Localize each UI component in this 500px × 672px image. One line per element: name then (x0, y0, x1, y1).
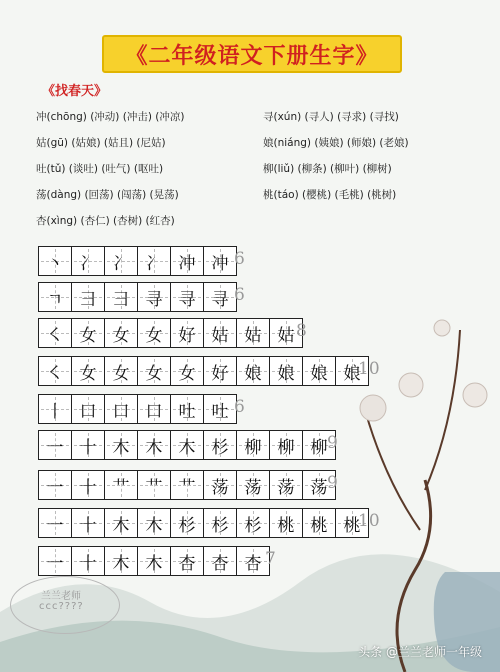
stroke-char: ㇛ (46, 325, 64, 346)
stroke-cell (137, 546, 171, 576)
stroke-cell (170, 282, 204, 312)
stroke-char: 桃 (343, 515, 361, 536)
vocab-line: 冲(chōng) (冲动) (冲击) (冲凉) (36, 111, 185, 123)
stroke-cell (236, 318, 270, 348)
stroke-count: 6 (234, 397, 245, 417)
stroke-row (38, 356, 368, 386)
stroke-char: 吐 (211, 401, 229, 422)
stroke-row (38, 394, 236, 424)
stroke-char: 荡 (277, 477, 295, 498)
stroke-char: 一 (46, 477, 64, 498)
stroke-char: 女 (79, 363, 97, 384)
stroke-cell (170, 508, 204, 538)
stroke-char: 冫 (112, 253, 130, 274)
stroke-char: 好 (178, 325, 196, 346)
stroke-cell (203, 318, 237, 348)
stroke-char: 一 (46, 553, 64, 574)
stroke-char: 荡 (244, 477, 262, 498)
stroke-cell (236, 508, 270, 538)
stroke-char: 杏 (244, 553, 262, 574)
stroke-cell (302, 356, 336, 386)
stroke-cell (71, 508, 105, 538)
stroke-cell (170, 318, 204, 348)
stroke-cell (71, 430, 105, 460)
stroke-cell (203, 508, 237, 538)
stroke-cell (170, 470, 204, 500)
stroke-row (38, 246, 236, 276)
stroke-cell (137, 394, 171, 424)
stroke-char: 冫 (145, 253, 163, 274)
stroke-char: 木 (112, 437, 130, 458)
stroke-char: 口 (145, 401, 163, 422)
stroke-cell (236, 356, 270, 386)
stroke-char: 杏 (211, 553, 229, 574)
stroke-char: 十 (79, 437, 97, 458)
stroke-cell (71, 318, 105, 348)
stroke-count: 6 (234, 249, 245, 269)
stroke-char: 十 (79, 477, 97, 498)
stroke-char: 艹 (178, 477, 196, 498)
stroke-count: 6 (234, 285, 245, 305)
stroke-char: 口 (79, 401, 97, 422)
stroke-char: 女 (178, 363, 196, 384)
stroke-char: 女 (145, 363, 163, 384)
stroke-char: 寻 (145, 289, 163, 310)
page-title: 《二年级语文下册生字》 (125, 43, 379, 69)
vocab-line: 柳(liǔ) (柳条) (柳叶) (柳树) (263, 163, 392, 175)
stroke-count: 10 (358, 359, 380, 379)
stroke-cell (71, 246, 105, 276)
stroke-row (38, 508, 368, 538)
stroke-cell (203, 546, 237, 576)
stroke-char: 十 (79, 553, 97, 574)
stroke-char: 口 (112, 401, 130, 422)
stroke-char: 杏 (178, 553, 196, 574)
stroke-char: 一 (46, 515, 64, 536)
stroke-char: 女 (112, 363, 130, 384)
stroke-cell (104, 356, 138, 386)
stroke-char: 女 (145, 325, 163, 346)
stroke-char: 十 (79, 515, 97, 536)
stroke-cell (269, 508, 303, 538)
stroke-char: 桃 (310, 515, 328, 536)
watermark: 头条 @兰兰老师一年级 (358, 645, 482, 659)
stroke-cell (236, 430, 270, 460)
stroke-char: 桃 (277, 515, 295, 536)
stroke-cell (38, 394, 72, 424)
stroke-cell (170, 356, 204, 386)
stroke-count: 9 (327, 473, 338, 493)
stroke-char: 木 (112, 553, 130, 574)
stroke-cell (137, 470, 171, 500)
stroke-char: 杉 (211, 437, 229, 458)
stroke-cell (38, 430, 72, 460)
stroke-char: 娘 (244, 363, 262, 384)
stroke-row (38, 282, 236, 312)
stroke-cell (38, 318, 72, 348)
teacher-stamp (10, 576, 120, 634)
flower-vase-illustration (345, 300, 500, 672)
stroke-cell (104, 430, 138, 460)
stroke-cell (71, 394, 105, 424)
stroke-cell (170, 246, 204, 276)
stroke-char: 冲 (211, 253, 229, 274)
stroke-row (38, 318, 302, 348)
stroke-char: 艹 (112, 477, 130, 498)
stroke-char: 柳 (310, 437, 328, 458)
stroke-cell (71, 470, 105, 500)
stroke-cell (38, 546, 72, 576)
vocab-line: 杏(xìng) (杏仁) (杏树) (红杏) (36, 215, 175, 227)
stroke-row (38, 470, 335, 500)
stroke-char: 丨 (46, 401, 64, 422)
stroke-char: 杉 (211, 515, 229, 536)
stroke-char: 娘 (277, 363, 295, 384)
stroke-cell (137, 430, 171, 460)
stroke-char: 一 (46, 437, 64, 458)
stroke-char: 彐 (79, 289, 97, 310)
stroke-cell (203, 430, 237, 460)
stroke-char: 丶 (46, 253, 64, 274)
vocab-line: 荡(dàng) (回荡) (闯荡) (晃荡) (36, 189, 179, 201)
stroke-cell (38, 246, 72, 276)
stroke-cell (203, 394, 237, 424)
stroke-char: 姑 (211, 325, 229, 346)
stroke-cell (269, 356, 303, 386)
title-banner (102, 35, 402, 73)
stroke-char: 娘 (343, 363, 361, 384)
stroke-cell (71, 356, 105, 386)
stroke-cell (137, 282, 171, 312)
stroke-char: 木 (112, 515, 130, 536)
stroke-cell (203, 246, 237, 276)
stroke-char: ㇛ (46, 363, 64, 384)
stroke-cell (203, 470, 237, 500)
stroke-char: 女 (112, 325, 130, 346)
stroke-char: 寻 (211, 289, 229, 310)
stroke-char: 彐 (112, 289, 130, 310)
stroke-char: 吐 (178, 401, 196, 422)
stroke-char: 木 (145, 553, 163, 574)
section-heading: 《找春天》 (42, 84, 108, 99)
stroke-cell (38, 508, 72, 538)
stroke-cell (269, 430, 303, 460)
stroke-char: 木 (145, 515, 163, 536)
stroke-cell (269, 470, 303, 500)
stroke-char: 柳 (277, 437, 295, 458)
stroke-cell (104, 470, 138, 500)
stroke-char: 柳 (244, 437, 262, 458)
stroke-char: 娘 (310, 363, 328, 384)
stroke-char: 艹 (145, 477, 163, 498)
stroke-char: 木 (145, 437, 163, 458)
stroke-count: 8 (296, 321, 307, 341)
stroke-count: 9 (327, 433, 338, 453)
stroke-cell (71, 546, 105, 576)
stroke-count: 7 (265, 549, 276, 569)
stroke-cell (38, 356, 72, 386)
stroke-cell (137, 246, 171, 276)
stroke-count: 10 (358, 511, 380, 531)
stroke-char: 冲 (178, 253, 196, 274)
stroke-cell (302, 508, 336, 538)
stroke-char: 姑 (244, 325, 262, 346)
stroke-cell (104, 546, 138, 576)
stroke-char: 冫 (79, 253, 97, 274)
stroke-cell (104, 394, 138, 424)
stroke-cell (137, 318, 171, 348)
stroke-cell (203, 356, 237, 386)
stroke-char: 荡 (310, 477, 328, 498)
stroke-cell (137, 356, 171, 386)
stroke-cell (137, 508, 171, 538)
stroke-char: 木 (178, 437, 196, 458)
stroke-cell (38, 282, 72, 312)
stroke-cell (104, 508, 138, 538)
stroke-cell (170, 430, 204, 460)
stroke-cell (71, 282, 105, 312)
stroke-char: 好 (211, 363, 229, 384)
vocab-line: 桃(táo) (樱桃) (毛桃) (桃树) (263, 189, 397, 201)
stroke-cell (38, 470, 72, 500)
stroke-char: 寻 (178, 289, 196, 310)
stroke-row (38, 430, 335, 460)
stroke-char: 姑 (277, 325, 295, 346)
vocab-line: 吐(tǔ) (谈吐) (吐气) (呕吐) (36, 163, 164, 175)
stroke-cell (104, 318, 138, 348)
stroke-cell (170, 394, 204, 424)
vocab-line: 娘(niáng) (姨娘) (师娘) (老娘) (263, 137, 409, 149)
stroke-cell (104, 246, 138, 276)
stroke-cell (170, 546, 204, 576)
stroke-char: 杉 (244, 515, 262, 536)
stroke-cell (203, 282, 237, 312)
stroke-cell (104, 282, 138, 312)
vocab-line: 姑(gū) (姑娘) (姑且) (尼姑) (36, 137, 166, 149)
stroke-cell (236, 470, 270, 500)
stamp-line: ccc???? (39, 601, 84, 612)
vocab-line: 寻(xún) (寻人) (寻求) (寻找) (263, 111, 399, 123)
stroke-char: ㄱ (46, 289, 64, 310)
stroke-char: 女 (79, 325, 97, 346)
stroke-char: 杉 (178, 515, 196, 536)
stroke-char: 荡 (211, 477, 229, 498)
stroke-row (38, 546, 269, 576)
stamp-line: 兰兰老师 (41, 591, 81, 602)
